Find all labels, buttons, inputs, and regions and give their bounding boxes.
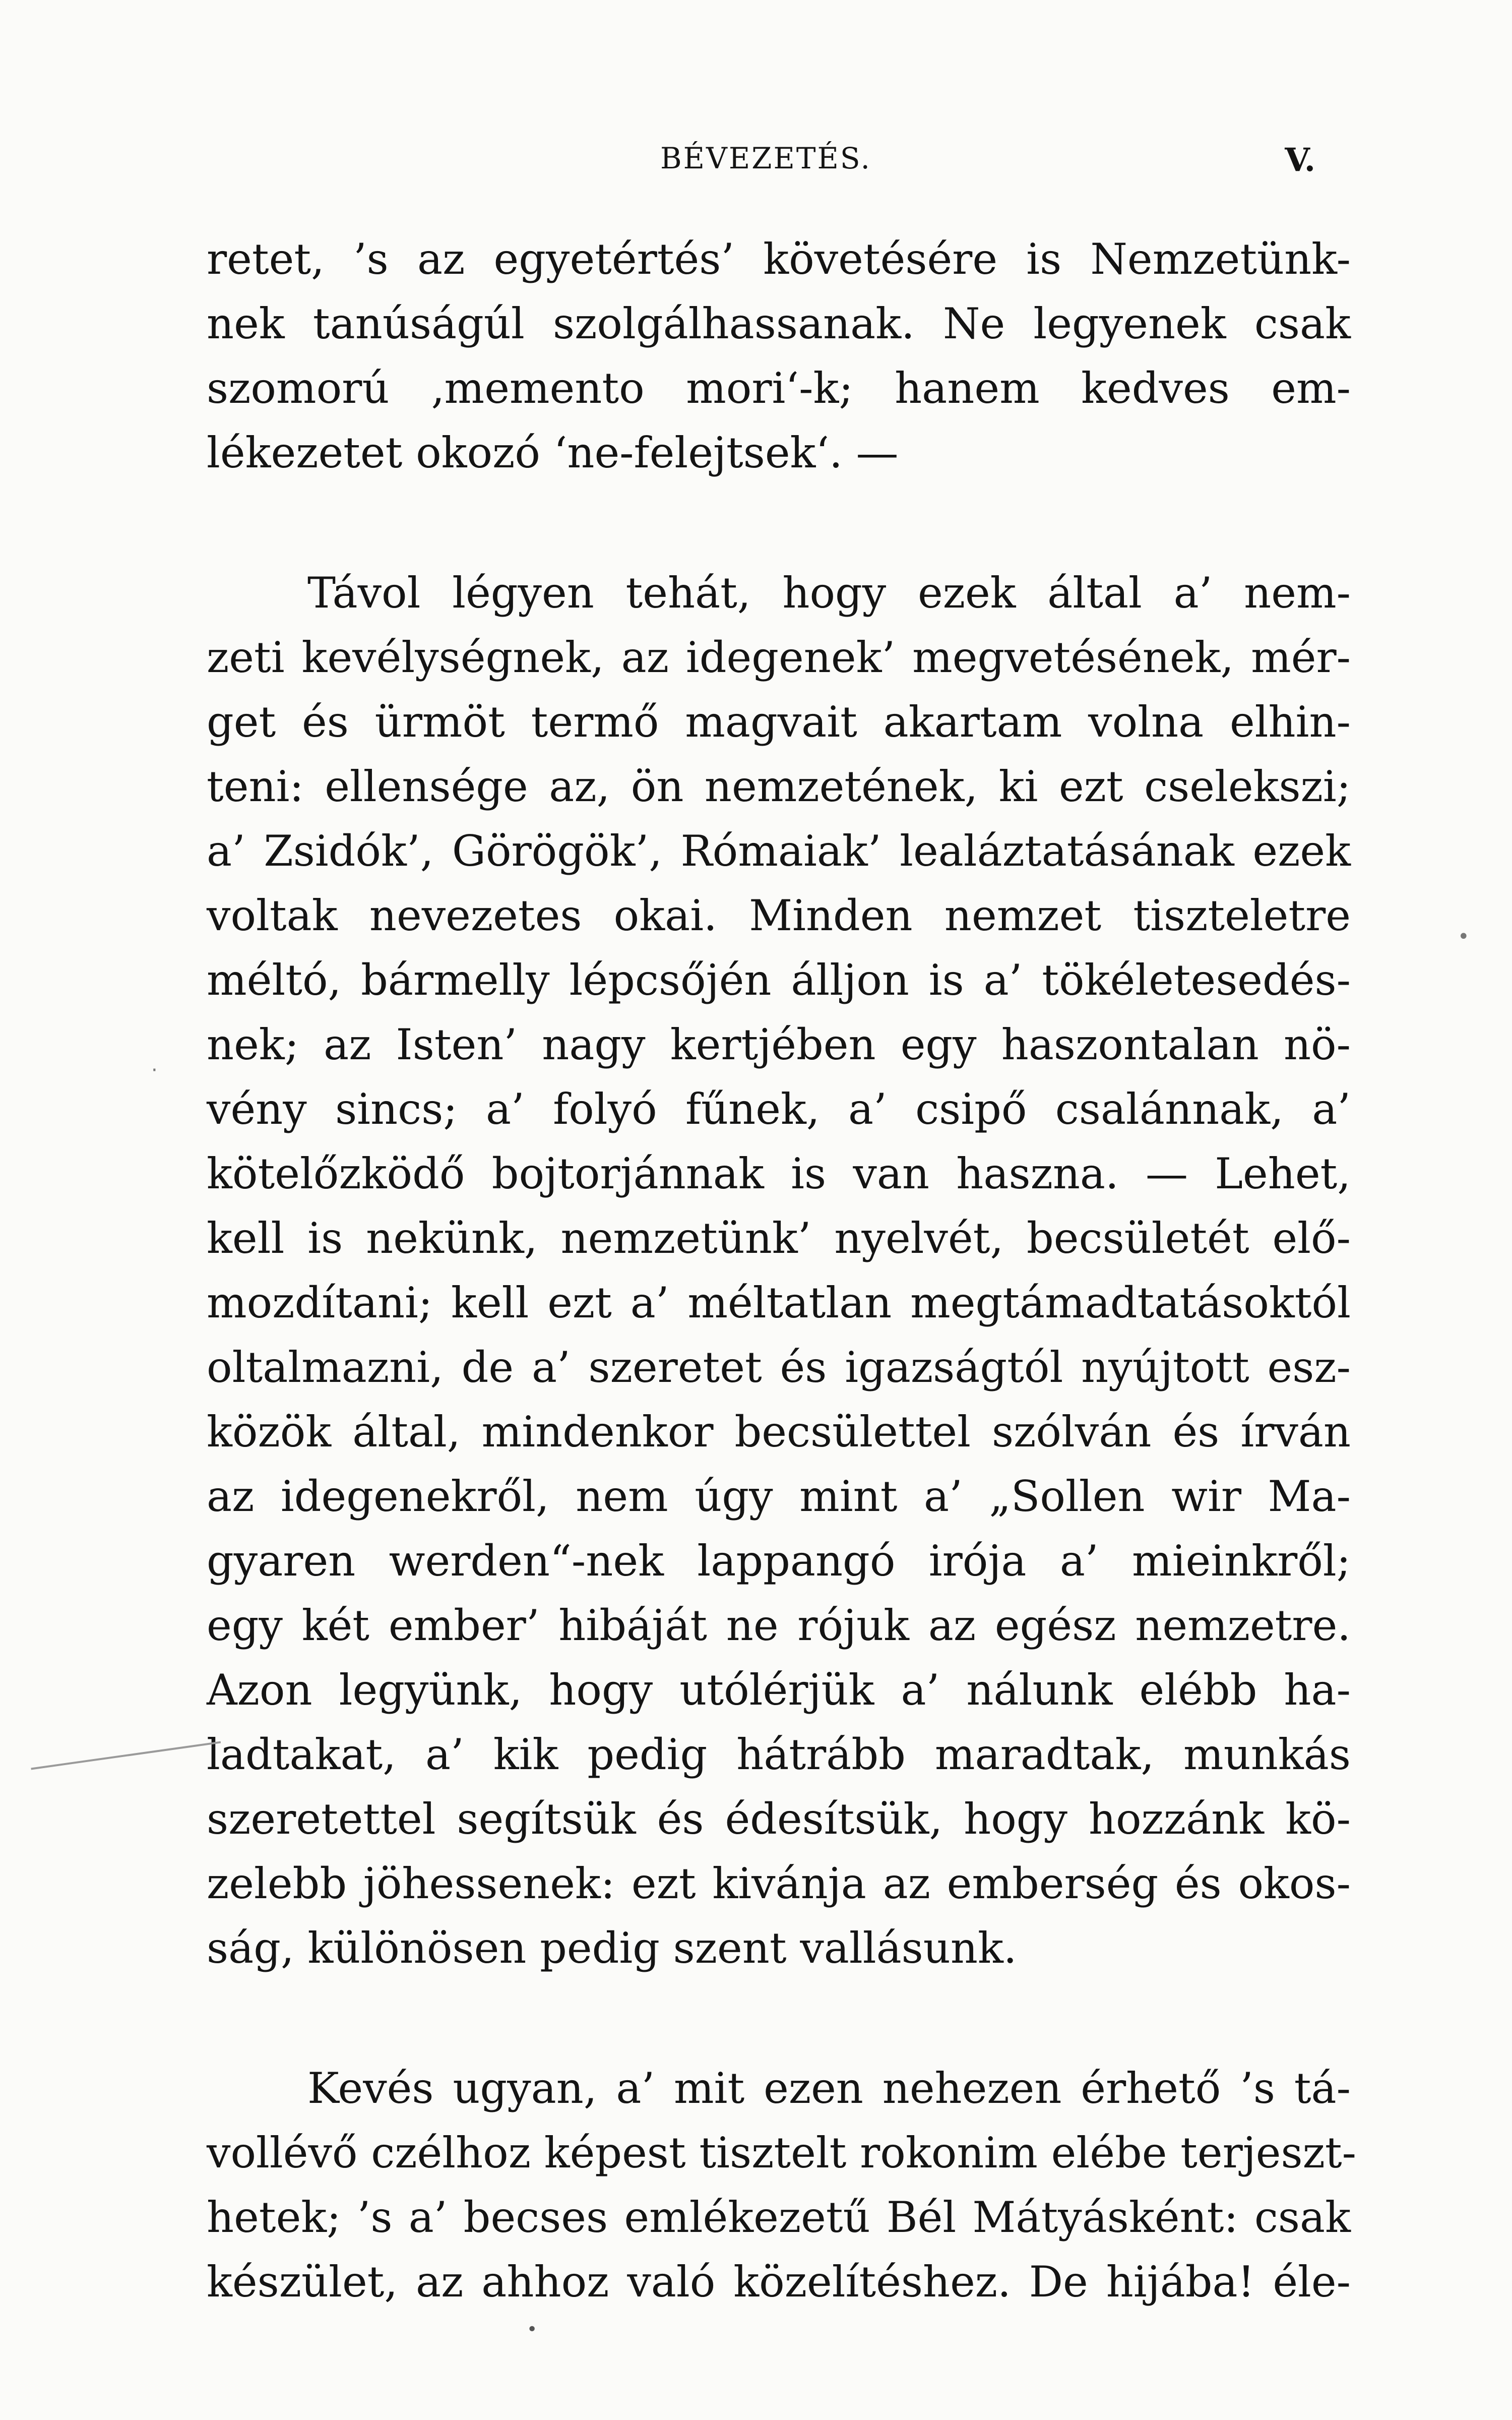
text-line: egy két ember’ hibáját ne rójuk az egész nemzetre. [207,1601,1351,1650]
text-line: mozdítani; kell ezt a’ méltatlan megtámadtatásoktól [207,1278,1351,1327]
text-line: vollévő czélhoz képest tisztelt rokonim elébe terjeszt- [207,2128,1357,2177]
text-line: zelebb jöhessenek: ezt kivánja az emberség és okos- [207,1859,1351,1908]
text-line: vény sincs; a’ folyó fűnek, a’ csipő csalánnak, a’ [207,1084,1351,1134]
text-line: voltak nevezetes okai. Minden nemzet tiszteletre [207,891,1351,940]
text-line: ság, különösen pedig szent vallásunk. [207,1923,1017,1973]
text-line: teni: ellensége az, ön nemzetének, ki ezt cselekszi; [207,762,1351,811]
running-head: BÉVEZETÉS. [660,141,871,175]
text-line: kötelőzködő bojtorjánnak is van haszna. — Lehet, [207,1149,1351,1198]
paragraph-gap [207,485,1351,561]
text-line: szeretettel segítsük és édesítsük, hogy hozzánk kö- [207,1794,1351,1844]
paragraph-gap [207,1980,1351,2056]
text-line: oltalmazni, de a’ szeretet és igazságtól nyújtott esz- [207,1343,1351,1392]
text-line: Kevés ugyan, a’ mit ezen nehezen érhető ’s tá- [307,2064,1351,2113]
text-line: retet, ’s az egyetértés’ követésére is Nemzetünk- [207,234,1351,284]
text-line: gyaren werden“-nek lappangó irója a’ mieinkről; [207,1536,1351,1586]
text-line: nek; az Isten’ nagy kertjében egy haszontalan nö- [207,1020,1351,1069]
text-line: lékezetet okozó ‘ne-felejtsek‘. — [207,428,899,477]
text-line: az idegenekről, nem úgy mint a’ „Sollen wir Ma- [207,1472,1351,1521]
pencil-stroke [31,1741,221,1772]
text-line: szomorú ‚memento mori‘-k; hanem kedves em- [207,364,1351,413]
text-line: közök által, mindenkor becsülettel szólván és írván [207,1407,1351,1457]
ink-speck: • [527,2319,538,2340]
text-line: hetek; ’s a’ becses emlékezetű Bél Mátyásként: csak [207,2193,1351,2242]
ink-speck: • [1458,925,1470,948]
text-line: méltó, bármelly lépcsőjén álljon is a’ tökéletesedés- [207,955,1351,1005]
text-line: a’ Zsidók’, Görögök’, Rómaiak’ lealáztatásának ezek [207,826,1351,876]
ink-speck: · [151,1059,158,1082]
text-line: készület, az ahhoz való közelítéshez. De hijába! éle- [207,2257,1351,2307]
text-line: get és ürmöt termő magvait akartam volna elhin- [207,697,1351,747]
text-line: zeti kevélységnek, az idegenek’ megvetésének, mér- [207,633,1351,682]
page-header [207,141,1315,192]
paragraph-3 [207,2056,1357,2314]
body-text [207,227,1357,2314]
text-line: ladtakat, a’ kik pedig hátrább maradtak, munkás [207,1730,1351,1779]
text-line: nek tanúságúl szolgálhassanak. Ne legyenek csak [207,299,1351,348]
text-line: Azon legyünk, hogy utólérjük a’ nálunk elébb ha- [207,1665,1351,1715]
paragraph-1 [207,227,1351,485]
text-line: kell is nekünk, nemzetünk’ nyelvét, becsületét elő- [207,1214,1351,1263]
page-number: V. [1285,141,1315,179]
text-line: Távol légyen tehát, hogy ezek által a’ nem- [307,568,1351,618]
paragraph-2 [207,561,1351,1980]
